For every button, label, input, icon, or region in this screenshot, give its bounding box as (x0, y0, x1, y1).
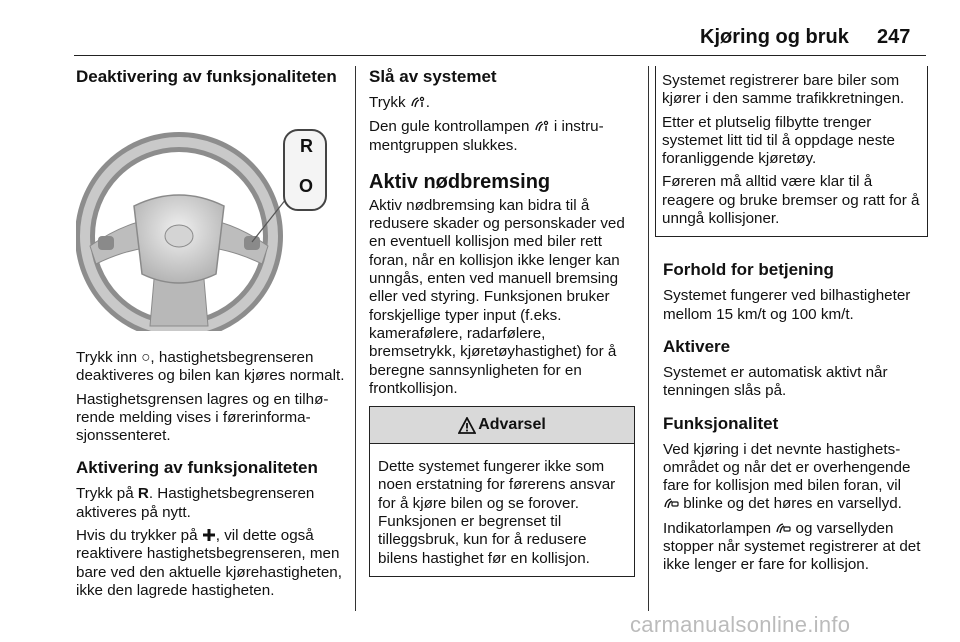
note-driver-ready: Føreren må alltid være klar til å reagere og bruke bremser og ratt for å unngå kollisjoner. (662, 173, 920, 228)
section-heading-switch-off: Slå av systemet (369, 67, 497, 86)
warning-label: Advarsel (478, 416, 546, 434)
warning-text: Dette systemet fungerer ikke som noen erstatning for førerens ansvar for å kjøre bilen og se forover. Funksjonen er begrenset til tilleggsbruk, kun for å redusere bilens hastighet før en kollisjon. (378, 458, 616, 567)
text-segment: Ved kjøring i det nevnte hastighetsområdet og når det er overhengende fare for kollisjon med bilen foran, vil (663, 440, 911, 495)
paragraph-press-button (369, 94, 635, 112)
text-segment: , vil dette også reaktivere hastighetsbegrenseren, men bare ved den aktuelle kjørehastigheten, ikke den lagrede hastigheten. (76, 527, 342, 599)
section-heading-functionality: Funksjonalitet (663, 413, 779, 433)
paragraph-speed-range: Systemet fungerer ved bilhastigheter mellom 15 km/t og 100 km/t. (663, 287, 911, 323)
column-divider-1 (355, 66, 356, 611)
paragraph-press-plus (76, 527, 346, 600)
column-3 (663, 66, 926, 575)
text-segment: Trykk (369, 94, 410, 111)
paragraph-indicator-lamp (663, 520, 926, 575)
paragraph-yellow-lamp (369, 118, 635, 155)
note-same-direction: Systemet registrerer bare biler som kjører i den samme trafikkretningen. (662, 72, 905, 108)
text-segment: . (425, 94, 431, 111)
collision-warning-icon (410, 95, 426, 109)
section-heading-deactivation: Deaktivering av funksjonaliteten (76, 67, 337, 86)
section-heading-emergency-braking: Aktiv nødbremsing (369, 170, 551, 193)
warning-triangle-icon (458, 417, 476, 434)
warning-header (370, 407, 634, 444)
text-segment: blinke og det høres en varsellyd. (679, 495, 902, 513)
steering-wheel-illustration (76, 96, 341, 331)
column-1 (76, 66, 346, 600)
text-segment: i instrumentgruppen slukkes. (369, 118, 604, 154)
watermark-text: carmanualsonline.info (630, 612, 851, 637)
text-segment: Hvis du trykker på (76, 527, 202, 545)
warning-body (370, 444, 634, 576)
paragraph-press-r (76, 485, 346, 522)
collision-warning-icon (534, 119, 550, 133)
section-heading-operating-conditions: Forhold for betjening (663, 260, 834, 280)
paragraph-limit-stored: Hastighetsgrensen lagres og en tilhørende melding vises i førerinformasjonssenteret. (76, 390, 329, 445)
collision-warning-icon (663, 496, 679, 510)
section-heading-activation: Aktivering av funksjonaliteten (76, 458, 318, 478)
figure-button-o: O (299, 176, 314, 196)
paragraph-functionality (663, 441, 926, 514)
section-heading-activate: Aktivere (663, 336, 731, 356)
text-segment: . Hastighetsbegrenseren aktiveres på nytt. (76, 485, 315, 521)
header-rule (74, 55, 926, 56)
text-segment: og varsellyden stopper når systemet registrerer at det ikke lenger er fare for kollisjon. (663, 519, 921, 574)
paragraph-emergency-braking: Aktiv nødbremsing kan bidra til å redusere skader og personskader ved en eventuell kollisjon med biler rett foran, når en kollisjon ikke lenger kan unngås, enten ved manuell bremsing eller ved styring. Funksjonen bruker forskjellige typer input (f.eks. kamerafølere, radarfølere, bremsetrykk, kjøretøyhastighet) for å beregne sannsynligheten for en frontkollisjon. (369, 196, 625, 397)
plus-icon (202, 528, 216, 542)
bold-r-label: R (137, 485, 149, 503)
column-divider-2 (648, 66, 649, 611)
note-box (655, 66, 928, 237)
running-header-title: Kjøring og bruk (700, 26, 849, 48)
text-segment: Trykk på (76, 485, 138, 503)
text-segment: Indikatorlampen (663, 519, 776, 537)
steering-wheel-figure (76, 96, 341, 331)
paragraph-press-o: Trykk inn ○, hastighetsbegrenseren deaktiveres og bilen kan kjøres normalt. (76, 349, 345, 385)
note-lane-change: Etter et plutselig filbytte trenger systemet litt tid til å oppdage neste foranliggende kjøretøy. (662, 113, 896, 168)
paragraph-auto-active: Systemet er automatisk aktivt når tenningen slås på. (663, 363, 888, 400)
column-2 (369, 66, 635, 577)
collision-warning-icon (775, 521, 791, 535)
figure-button-r: R (300, 136, 313, 156)
text-segment: Den gule kontrollampen (369, 118, 534, 136)
page-number: 247 (877, 26, 911, 48)
warning-box (369, 406, 635, 577)
